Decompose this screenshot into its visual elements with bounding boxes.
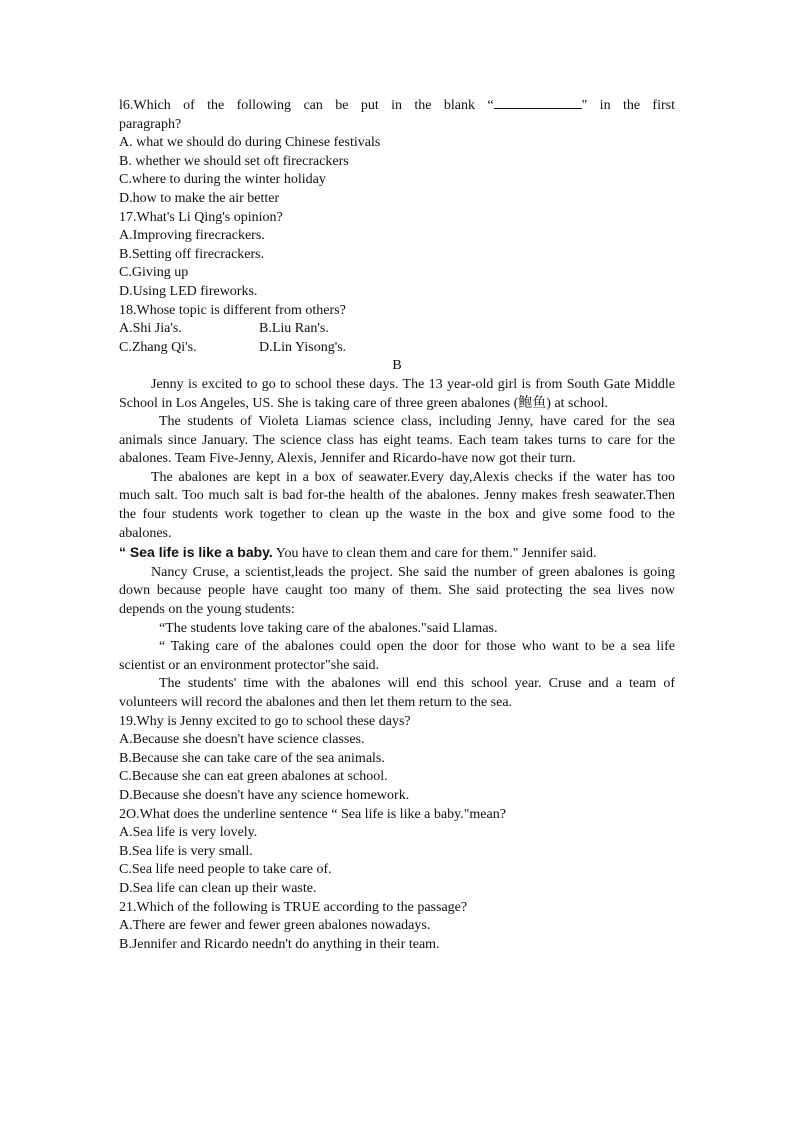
question-19-option-c: C.Because she can eat green abalones at school. bbox=[119, 769, 388, 785]
underlined-sentence: “ Sea life is like a baby. bbox=[119, 544, 273, 561]
answer-blank bbox=[494, 96, 582, 109]
question-19-option-d: D.Because she doesn't have any science homework. bbox=[119, 787, 410, 803]
question-20-option-c: C.Sea life need people to take care of. bbox=[119, 862, 332, 878]
question-16-option-d: D.how to make the air better bbox=[119, 190, 280, 206]
passage-paragraph-5: Nancy Cruse, a scientist,leads the project. She said the number of green abalones is going down because people have caught too many of them. She said protecting the sea lives now depends on the young students: bbox=[119, 564, 675, 618]
passage-paragraph-8: The students' time with the abalones will end this school year. Cruse and a team of volunteers will record the abalones and then let them return to the sea. bbox=[119, 676, 675, 710]
question-20-option-d: D.Sea life can clean up their waste. bbox=[119, 880, 317, 896]
question-20-stem: 2O.What does the underline sentence “ Sea life is like a baby."mean? bbox=[119, 806, 506, 822]
question-19-option-b: B.Because she can take care of the sea animals. bbox=[119, 750, 385, 766]
question-16-stem-cont: paragraph? bbox=[119, 116, 182, 132]
question-21-option-a: A.There are fewer and fewer green abalones nowadays. bbox=[119, 918, 431, 934]
question-18-option-d: D.Lin Yisong's. bbox=[259, 339, 347, 355]
question-16-option-b: B. whether we should set oft firecrackers bbox=[119, 153, 349, 169]
question-17-option-b: B.Setting off firecrackers. bbox=[119, 246, 265, 262]
question-18-option-a: A.Shi Jia's. bbox=[119, 321, 182, 337]
passage-paragraph-2: The students of Violeta Liamas science class, including Jenny, have cared for the sea animals since January. The science class has eight teams. Each team takes turns to care for the abalones. Team Five-Jenny, Alexis, Jennifer and Ricardo-have now got their turn. bbox=[119, 414, 675, 467]
passage-paragraph-3: The abalones are kept in a box of seawater.Every day,Alexis checks if the water has too much salt. Too much salt is bad for-the health of the abalones. Jenny makes fresh seawater.Then the four students work together to clean up the waste in the box and give some food to the abalones. bbox=[119, 469, 675, 541]
question-18-option-b: B.Liu Ran's. bbox=[259, 321, 329, 337]
question-21-option-b: B.Jennifer and Ricardo needn't do anything in their team. bbox=[119, 936, 440, 952]
passage-paragraph-4: “ Sea life is like a baby. You have to clean them and care for them." Jennifer said. bbox=[119, 544, 597, 562]
question-18-stem: 18.Whose topic is different from others? bbox=[119, 302, 346, 318]
question-16-stem: l6.Which of the following can be put in the blank “ " in the first bbox=[119, 98, 675, 113]
question-21-stem: 21.Which of the following is TRUE according to the passage? bbox=[119, 899, 468, 915]
question-17-option-a: A.Improving firecrackers. bbox=[119, 228, 265, 244]
passage-paragraph-6: “The students love taking care of the abalones."said Llamas. bbox=[159, 620, 498, 636]
question-18-options-row-1 bbox=[119, 320, 675, 339]
section-heading: B bbox=[392, 358, 402, 374]
question-17-option-c: C.Giving up bbox=[119, 265, 189, 281]
question-20-option-b: B.Sea life is very small. bbox=[119, 843, 253, 859]
question-17-option-d: D.Using LED fireworks. bbox=[119, 283, 258, 299]
passage-paragraph-1: Jenny is excited to go to school these days. The 13 year-old girl is from South Gate Middle School in Los Angeles, US. She is taking care of three green abalones (鲍鱼) at school. bbox=[119, 376, 675, 411]
exam-page bbox=[119, 96, 675, 954]
question-19-option-a: A.Because she doesn't have science classes. bbox=[119, 732, 365, 748]
question-17-stem: 17.What's Li Qing's opinion? bbox=[119, 209, 283, 225]
question-16-option-a: A. what we should do during Chinese festivals bbox=[119, 135, 381, 151]
question-19-stem: 19.Why is Jenny excited to go to school these days? bbox=[119, 713, 411, 729]
question-20-option-a: A.Sea life is very lovely. bbox=[119, 825, 258, 841]
question-18-options-row-2 bbox=[119, 339, 675, 358]
question-16-option-c: C.where to during the winter holiday bbox=[119, 172, 326, 188]
question-18-option-c: C.Zhang Qi's. bbox=[119, 339, 197, 355]
passage-paragraph-7: “ Taking care of the abalones could open the door for those who want to be a sea life scientist or an environment protector"she said. bbox=[119, 639, 675, 673]
